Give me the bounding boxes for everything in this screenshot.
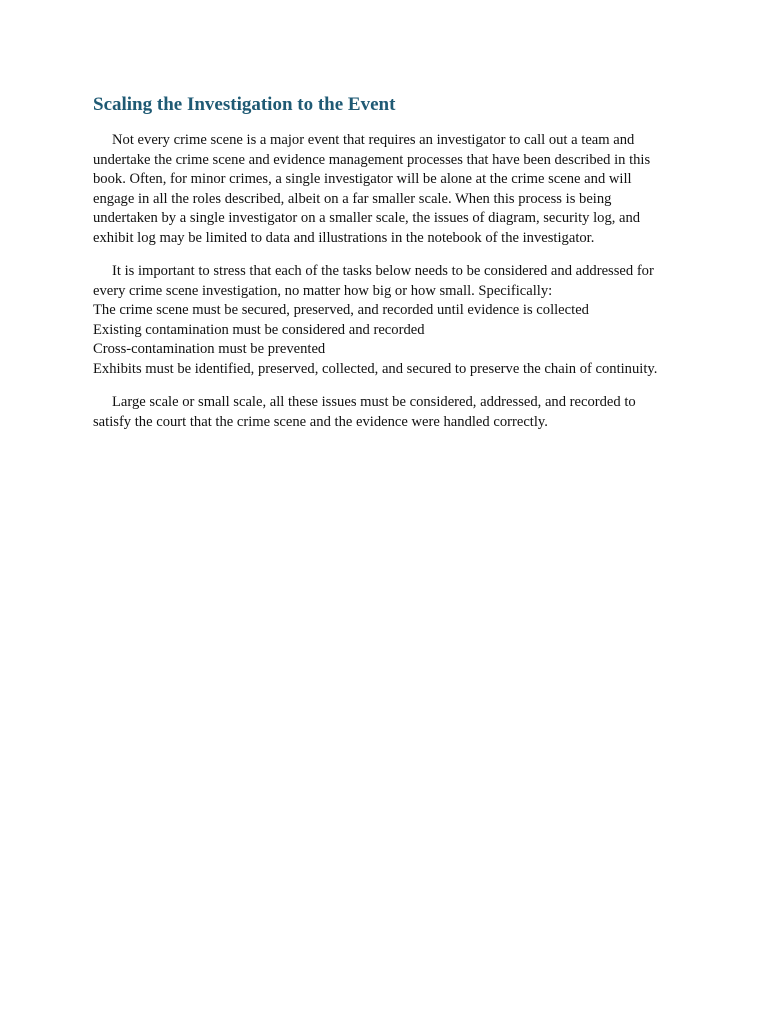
paragraph-3	[93, 393, 676, 432]
task-line: Cross-contamination must be prevented	[93, 341, 326, 357]
paragraph-2-intro: It is important to stress that each of the tasks below needs to be considered and addressed for every crime scene investigation, no matter how big or how small. Specifically:	[93, 263, 654, 299]
task-line: The crime scene must be secured, preserved, and recorded until evidence is collected	[93, 302, 589, 318]
paragraph-1	[93, 131, 676, 248]
paragraph-2	[93, 262, 676, 379]
task-line: Existing contamination must be considered and recorded	[93, 321, 425, 338]
section-heading: Scaling the Investigation to the Event	[93, 94, 396, 115]
paragraph-1-text: Not every crime scene is a major event that requires an investigator to call out a team and undertake the crime scene and evidence management processes that have been described in this book. Often, for minor crimes, a single investigator will be alone at the crime scene and will engage in all the roles described, albeit on a far smaller scale. When this process is being undertaken by a single investigator on a smaller scale, the issues of diagram, security log, and exhibit log may be limited to data and illustrations in the notebook of the investigator.	[93, 132, 651, 246]
paragraph-3-text: Large scale or small scale, all these issues must be considered, addressed, and recorded to satisfy the court that the crime scene and the evidence were handled correctly.	[93, 394, 636, 430]
task-line: Exhibits must be identified, preserved, collected, and secured to preserve the chain of continuity.	[93, 360, 658, 377]
